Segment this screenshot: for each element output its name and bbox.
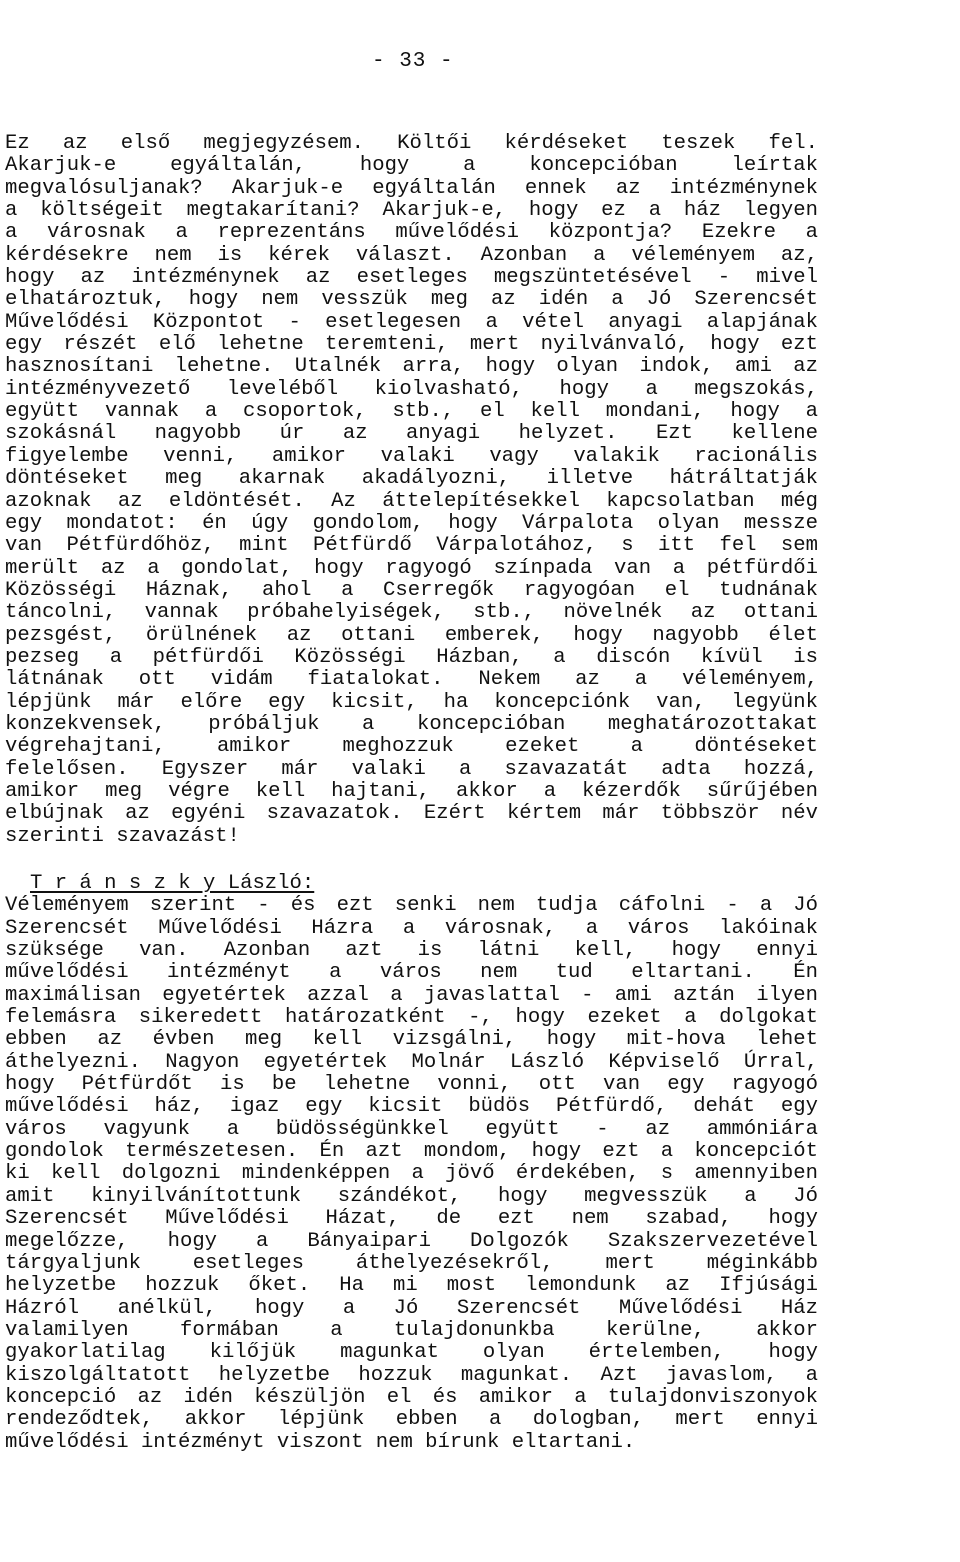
text-line: egy részét elő lehetne teremteni, mert nyilvánvaló, hogy ezt bbox=[5, 333, 818, 357]
text-line: Véleményem szerint - és ezt senki nem tudja cáfolni - a Jó bbox=[5, 894, 818, 918]
text-line: a költségeit megtakarítani? Akarjuk-e, hogy ez a ház legyen bbox=[5, 199, 818, 223]
text-line: ki kell dolgozni mindenképpen a jövő érdekében, s amennyiben bbox=[5, 1162, 818, 1186]
text-line: megelőzze, hogy a Bányaipari Dolgozók Szakszervezetével bbox=[5, 1229, 818, 1253]
text-line: szerinti szavazást! bbox=[5, 824, 240, 848]
text-line: Művelődési Központot - esetlegesen a vétel anyagi alapjának bbox=[5, 310, 818, 334]
text-line: Akarjuk-e egyáltalán, hogy a koncepcióban leírtak bbox=[5, 154, 818, 178]
text-line: megvalósuljanak? Akarjuk-e egyáltalán ennek az intézménynek bbox=[5, 176, 818, 200]
text-line: lépjünk már előre egy kicsit, ha koncepciónk van, legyünk bbox=[5, 690, 818, 714]
text-line: merült az a gondolat, hogy ragyogó színpada van a pétfürdői bbox=[5, 556, 818, 580]
text-line: Közösségi Háznak, ahol a Cserregők ragyogóan el tudnának bbox=[5, 578, 818, 602]
text-line: együtt vannak a csoportok, stb., el kell mondani, hogy a bbox=[5, 400, 818, 424]
text-line: konzekvensek, próbáljuk a koncepcióban meghatározottakat bbox=[5, 712, 818, 736]
text-line: város vagyunk a büdösségünkkel együtt - az ammóniára bbox=[5, 1117, 818, 1141]
text-line: elhatároztuk, hogy nem vesszük meg az idén a Jó Szerencsét bbox=[5, 288, 818, 312]
text-line: felemásra sikeredett határozatként -, hogy ezeket a dolgokat bbox=[5, 1006, 818, 1030]
text-line: Házról anélkül, hogy a Jó Szerencsét Művelődési Ház bbox=[5, 1296, 818, 1320]
text-line: rendeződtek, akkor lépjünk ebben a dologban, mert ennyi bbox=[5, 1408, 818, 1432]
text-line: áthelyezni. Nagyon egyetértek Molnár László Képviselő Úrral, bbox=[5, 1050, 818, 1074]
text-line: szokásnál nagyobb úr az anyagi helyzet. Ezt kellene bbox=[5, 422, 818, 446]
text-line: van Pétfürdőhöz, mint Pétfürdő Várpalotához, s itt fel sem bbox=[5, 534, 818, 558]
text-line: amikor meg végre kell hajtani, akkor a kézerdők sűrűjében bbox=[5, 779, 818, 803]
text-line: amit kinyilvánítottunk szándékot, hogy megvesszük a Jó bbox=[5, 1184, 818, 1208]
text-line: hogy Pétfürdőt is be lehetne vonni, ott van egy ragyogó bbox=[5, 1073, 818, 1097]
text-line: pezsgést, örülnének az ottani emberek, hogy nagyobb élet bbox=[5, 623, 818, 647]
text-line: Szerencsét Művelődési Házat, de ezt nem szabad, hogy bbox=[5, 1207, 818, 1231]
text-line: ebben az évben meg kell vizsgálni, hogy mit-hova lehet bbox=[5, 1028, 818, 1052]
speaker-heading bbox=[5, 873, 818, 895]
text-line: figyelembe venni, amikor valaki vagy valakik racionális bbox=[5, 444, 818, 468]
text-line: gyakorlatilag kilőjük magunkat olyan értelemben, hogy bbox=[5, 1341, 818, 1365]
text-line: szüksége van. Azonban azt is látni kell, hogy ennyi bbox=[5, 939, 818, 963]
text-line: kiszolgáltatott helyzetbe hozzuk magunkat. Azt javaslom, a bbox=[5, 1363, 818, 1387]
paragraph-first bbox=[5, 133, 818, 848]
text-line: gondolok természetesen. Én azt mondom, hogy ezt a koncepciót bbox=[5, 1140, 818, 1164]
paragraph-second bbox=[5, 895, 818, 1454]
text-line: döntéseket meg akarnak akadályozni, illetve hátráltatják bbox=[5, 467, 818, 491]
text-line: kérdésekre nem is kérek választ. Azonban a véleményem az, bbox=[5, 243, 818, 267]
text-line: helyzetbe hozzuk őket. Ha mi most lemondunk az Ifjúsági bbox=[5, 1274, 818, 1298]
text-line: maximálisan egyetértek azzal a javaslattal - ami aztán ilyen bbox=[5, 983, 818, 1007]
text-line: végrehajtani, amikor meghozzuk ezeket a döntéseket bbox=[5, 735, 818, 759]
text-line: művelődési ház, igaz egy kicsit büdös Pétfürdő, dehát egy bbox=[5, 1095, 818, 1119]
text-line: hasznosítani lehetne. Utalnék arra, hogy olyan indok, ami az bbox=[5, 355, 818, 379]
text-line: valamilyen formában a tulajdonunkba kerülne, akkor bbox=[5, 1318, 818, 1342]
text-line: elbújnak az egyéni szavazatok. Ezért kértem már többször név bbox=[5, 802, 818, 826]
text-line: egy mondatot: én úgy gondolom, hogy Várpalota olyan messze bbox=[5, 511, 818, 535]
text-line: pezseg a pétfürdői Közösségi Házban, a discón kívül is bbox=[5, 645, 818, 669]
text-line: látnának ott vidám fiatalokat. Nekem az a véleményem, bbox=[5, 668, 818, 692]
text-line: a városnak a reprezentáns művelődési központja? Ezekre a bbox=[5, 221, 818, 245]
page-number: - 33 - bbox=[372, 50, 454, 73]
speaker-section bbox=[5, 873, 818, 1454]
text-line: művelődési intézményt viszont nem bírunk eltartani. bbox=[5, 1430, 636, 1454]
text-line: tárgyaljunk esetleges áthelyezésekről, mert méginkább bbox=[5, 1251, 818, 1275]
text-line: azoknak az eldöntését. Az áttelepítésekkel kapcsolatban még bbox=[5, 489, 818, 513]
text-line: művelődési intézményt a város nem tud eltartani. Én bbox=[5, 961, 818, 985]
text-line: Ez az első megjegyzésem. Költői kérdéseket teszek fel. bbox=[5, 132, 818, 155]
text-line: intézményvezető leveléből kiolvasható, hogy a megszokás, bbox=[5, 377, 818, 401]
text-line: koncepció az idén készüljön el és amikor a tulajdonviszonyok bbox=[5, 1385, 818, 1409]
text-line: hogy az intézménynek az esetleges megszüntetésével - mivel bbox=[5, 266, 818, 290]
speaker-name: T r á n s z k y László: bbox=[30, 872, 315, 895]
text-line: táncolni, vannak próbahelyiségek, stb., növelnék az ottani bbox=[5, 601, 818, 625]
text-line: felelősen. Egyszer már valaki a szavazatát adta hozzá, bbox=[5, 757, 818, 781]
text-line: Szerencsét Művelődési Házra a városnak, a város lakóinak bbox=[5, 916, 818, 940]
